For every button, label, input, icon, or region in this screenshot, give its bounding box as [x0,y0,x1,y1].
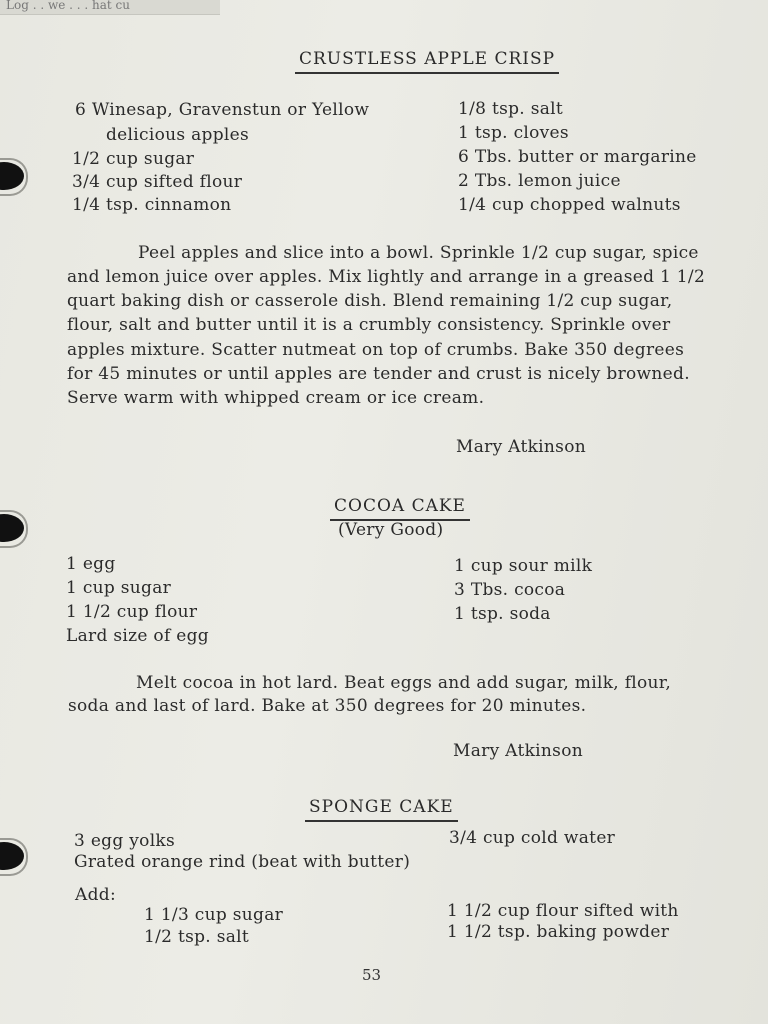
direction-line: flour, salt and butter until it is a crumbly consistency. Sprinkle over [67,315,671,335]
direction-line: quart baking dish or casserole dish. Blend remaining 1/2 cup sugar, [67,291,673,311]
ingredient: Grated orange rind (beat with butter) [74,852,411,872]
ingredient: 1/2 tsp. salt [144,927,250,947]
ingredient: delicious apples [106,125,250,145]
ingredient: 1 egg [66,554,116,574]
direction-line: Serve warm with whipped cream or ice cream. [67,388,485,408]
direction-line: Melt cocoa in hot lard. Beat eggs and add sugar, milk, flour, [136,673,672,693]
ingredient: 1 tsp. soda [454,604,551,624]
recipe-subtitle: (Very Good) [338,520,444,540]
direction-line: for 45 minutes or until apples are tender and crust is nicely browned. [67,364,690,384]
recipe-title-cocoa-cake: COCOA CAKE [334,496,466,516]
ingredient: 2 Tbs. lemon juice [458,171,621,191]
ingredient: 1 1/2 tsp. baking powder [447,922,670,942]
ingredient: 3/4 cup cold water [449,828,616,848]
recipe-author: Mary Atkinson [456,437,586,457]
binder-ring [0,838,28,876]
direction-line: soda and last of lard. Bake at 350 degrees for 20 minutes. [68,696,587,716]
ingredient: 6 Tbs. butter or margarine [458,147,697,167]
ingredient: 6 Winesap, Gravenstun or Yellow [75,100,370,120]
previous-page-edge [0,0,220,15]
page-number: 53 [362,966,382,984]
ingredient: 1 cup sugar [66,578,172,598]
direction-line: apples mixture. Scatter nutmeat on top of crumbs. Bake 350 degrees [67,340,685,360]
ingredient: 1/8 tsp. salt [458,99,564,119]
ingredient: 3 Tbs. cocoa [454,580,566,600]
ingredient: 1/4 cup chopped walnuts [458,195,681,215]
ingredient: 1 1/2 cup flour [66,602,198,622]
recipe-title-apple-crisp: CRUSTLESS APPLE CRISP [299,49,555,69]
ingredient: Lard size of egg [66,626,209,646]
ingredient: 1/2 cup sugar [72,149,195,169]
ingredient: 3 egg yolks [74,831,176,851]
binder-ring [0,510,28,548]
direction-line: and lemon juice over apples. Mix lightly and arrange in a greased 1 1/2 [67,267,706,287]
ingredient: 1/4 tsp. cinnamon [72,195,232,215]
previous-page-text: Log . . we . . . hat cu [6,0,130,12]
ingredient: 1 1/3 cup sugar [144,905,284,925]
recipe-title-sponge-cake: SPONGE CAKE [309,797,454,817]
ingredient: 1 cup sour milk [454,556,593,576]
add-label: Add: [75,885,116,905]
recipe-author: Mary Atkinson [453,741,583,761]
ingredient: 3/4 cup sifted flour [72,172,243,192]
direction-line: Peel apples and slice into a bowl. Sprinkle 1/2 cup sugar, spice [138,243,699,263]
binder-ring [0,158,28,196]
ingredient: 1 1/2 cup flour sifted with [447,901,679,921]
ingredient: 1 tsp. cloves [458,123,569,143]
